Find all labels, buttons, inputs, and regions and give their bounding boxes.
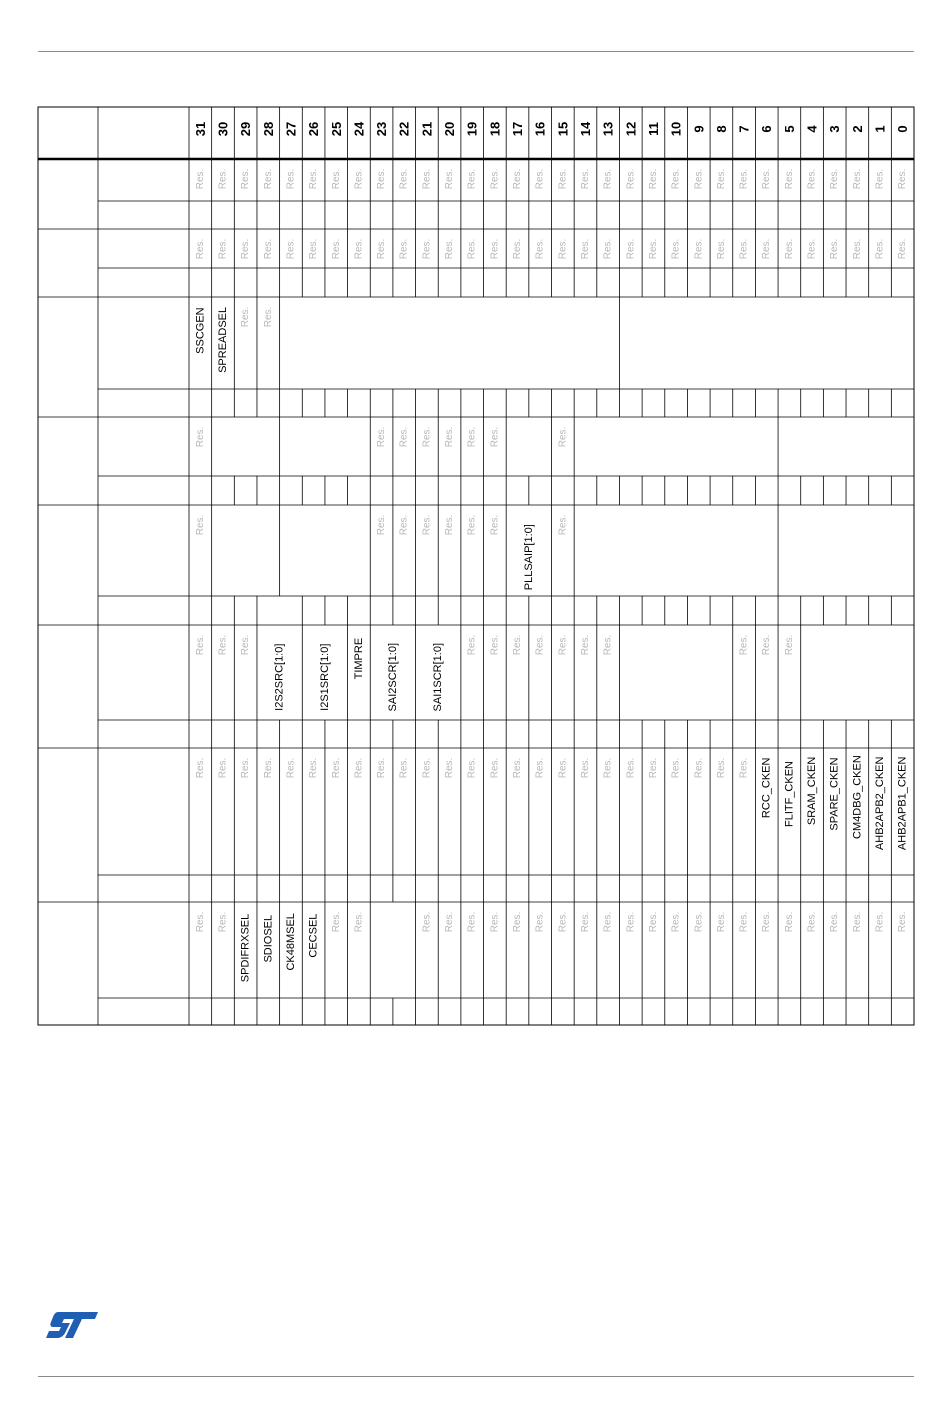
reserved-field: Res. bbox=[466, 238, 478, 260]
reserved-field: Res. bbox=[738, 634, 750, 656]
reserved-field: Res. bbox=[240, 306, 252, 328]
reserved-field: Res. bbox=[738, 757, 750, 779]
field-label: SAI2SCR[1:0] bbox=[386, 642, 399, 712]
bit-number: 9 bbox=[691, 125, 707, 133]
reserved-field: Res. bbox=[783, 238, 795, 260]
reserved-field: Res. bbox=[444, 426, 456, 448]
reserved-field: Res. bbox=[262, 306, 274, 328]
reserved-field: Res. bbox=[783, 634, 795, 656]
reserved-field: Res. bbox=[421, 168, 433, 190]
reserved-field: Res. bbox=[398, 757, 410, 779]
reserved-field: Res. bbox=[240, 757, 252, 779]
field-label: SDIOSEL bbox=[262, 914, 275, 963]
reserved-field: Res. bbox=[466, 426, 478, 448]
bit-number: 20 bbox=[442, 121, 458, 137]
bit-number: 8 bbox=[713, 125, 729, 133]
reserved-field: Res. bbox=[579, 757, 591, 779]
bit-number: 17 bbox=[510, 121, 526, 137]
reserved-field: Res. bbox=[217, 757, 229, 779]
reserved-field: Res. bbox=[602, 238, 614, 260]
reserved-field: Res. bbox=[557, 168, 569, 190]
reserved-field: Res. bbox=[285, 238, 297, 260]
reserved-field: Res. bbox=[647, 168, 659, 190]
field-label: AHB2APB1_CKEN bbox=[896, 756, 909, 851]
reserved-field: Res. bbox=[851, 238, 863, 260]
reserved-field: Res. bbox=[194, 168, 206, 190]
reserved-field: Res. bbox=[738, 911, 750, 933]
bit-number: 13 bbox=[600, 121, 616, 137]
reserved-field: Res. bbox=[308, 238, 320, 260]
reserved-field: Res. bbox=[693, 238, 705, 260]
reserved-field: Res. bbox=[217, 238, 229, 260]
reserved-field: Res. bbox=[602, 911, 614, 933]
reserved-field: Res. bbox=[489, 238, 501, 260]
reserved-field: Res. bbox=[217, 168, 229, 190]
reserved-field: Res. bbox=[489, 757, 501, 779]
field-label: SSCGEN bbox=[194, 307, 207, 354]
reserved-field: Res. bbox=[262, 238, 274, 260]
reserved-field: Res. bbox=[897, 911, 909, 933]
reserved-field: Res. bbox=[262, 168, 274, 190]
reserved-field: Res. bbox=[444, 168, 456, 190]
reserved-field: Res. bbox=[534, 634, 546, 656]
reserved-field: Res. bbox=[602, 634, 614, 656]
reserved-field: Res. bbox=[353, 168, 365, 190]
reserved-field: Res. bbox=[466, 757, 478, 779]
bit-number: 3 bbox=[827, 125, 843, 133]
reserved-field: Res. bbox=[647, 911, 659, 933]
reserved-field: Res. bbox=[534, 168, 546, 190]
reserved-field: Res. bbox=[761, 634, 773, 656]
reserved-field: Res. bbox=[466, 911, 478, 933]
reserved-field: Res. bbox=[647, 238, 659, 260]
reserved-field: Res. bbox=[851, 911, 863, 933]
reserved-field: Res. bbox=[376, 757, 388, 779]
reserved-field: Res. bbox=[421, 426, 433, 448]
reserved-field: Res. bbox=[489, 634, 501, 656]
reserved-field: Res. bbox=[194, 634, 206, 656]
reserved-field: Res. bbox=[851, 168, 863, 190]
reserved-field: Res. bbox=[489, 426, 501, 448]
reserved-field: Res. bbox=[625, 238, 637, 260]
reserved-field: Res. bbox=[829, 238, 841, 260]
bit-number: 10 bbox=[668, 121, 684, 137]
reserved-field: Res. bbox=[715, 168, 727, 190]
reserved-field: Res. bbox=[738, 238, 750, 260]
st-logo-icon bbox=[44, 1310, 100, 1340]
reserved-field: Res. bbox=[783, 911, 795, 933]
reserved-field: Res. bbox=[783, 168, 795, 190]
reserved-field: Res. bbox=[602, 168, 614, 190]
bit-number: 12 bbox=[623, 121, 639, 137]
reserved-field: Res. bbox=[466, 634, 478, 656]
reserved-field: Res. bbox=[625, 757, 637, 779]
reserved-field: Res. bbox=[194, 238, 206, 260]
reserved-field: Res. bbox=[466, 514, 478, 536]
reserved-field: Res. bbox=[512, 238, 524, 260]
bit-number: 21 bbox=[419, 121, 435, 137]
reserved-field: Res. bbox=[557, 426, 569, 448]
reserved-field: Res. bbox=[670, 757, 682, 779]
bit-number: 30 bbox=[215, 121, 231, 137]
reserved-field: Res. bbox=[444, 911, 456, 933]
bit-number: 7 bbox=[736, 125, 752, 133]
reserved-field: Res. bbox=[398, 514, 410, 536]
reserved-field: Res. bbox=[466, 168, 478, 190]
reserved-field: Res. bbox=[376, 238, 388, 260]
reserved-field: Res. bbox=[557, 634, 569, 656]
reserved-field: Res. bbox=[444, 238, 456, 260]
reserved-field: Res. bbox=[421, 911, 433, 933]
reserved-field: Res. bbox=[285, 757, 297, 779]
reserved-field: Res. bbox=[240, 168, 252, 190]
reserved-field: Res. bbox=[353, 238, 365, 260]
reserved-field: Res. bbox=[693, 911, 705, 933]
reserved-field: Res. bbox=[398, 168, 410, 190]
reserved-field: Res. bbox=[579, 911, 591, 933]
bit-number: 27 bbox=[283, 121, 299, 137]
reserved-field: Res. bbox=[489, 514, 501, 536]
reserved-field: Res. bbox=[330, 911, 342, 933]
reserved-field: Res. bbox=[715, 911, 727, 933]
reserved-field: Res. bbox=[421, 514, 433, 536]
reserved-field: Res. bbox=[670, 238, 682, 260]
field-label: TIMPRE bbox=[352, 637, 365, 680]
field-label: CM4DBG_CKEN bbox=[851, 755, 864, 839]
reserved-field: Res. bbox=[240, 238, 252, 260]
reserved-field: Res. bbox=[308, 168, 320, 190]
bit-number: 26 bbox=[306, 121, 322, 137]
field-label: FLITF_CKEN bbox=[783, 760, 796, 828]
reserved-field: Res. bbox=[670, 911, 682, 933]
reserved-field: Res. bbox=[217, 634, 229, 656]
bit-number: 24 bbox=[351, 121, 367, 137]
reserved-field: Res. bbox=[376, 168, 388, 190]
reserved-field: Res. bbox=[489, 911, 501, 933]
reserved-field: Res. bbox=[625, 168, 637, 190]
reserved-field: Res. bbox=[625, 911, 637, 933]
reserved-field: Res. bbox=[874, 238, 886, 260]
reserved-field: Res. bbox=[262, 757, 274, 779]
field-label: SPARE_CKEN bbox=[828, 757, 841, 831]
reserved-field: Res. bbox=[240, 634, 252, 656]
reserved-field: Res. bbox=[489, 168, 501, 190]
reserved-field: Res. bbox=[761, 238, 773, 260]
bit-number: 0 bbox=[895, 125, 911, 133]
bit-number: 16 bbox=[532, 121, 548, 137]
bit-number: 5 bbox=[781, 125, 797, 133]
reserved-field: Res. bbox=[194, 426, 206, 448]
reserved-field: Res. bbox=[579, 634, 591, 656]
field-label: CECSEL bbox=[307, 913, 320, 958]
bit-number: 18 bbox=[487, 121, 503, 137]
bit-number: 29 bbox=[238, 121, 254, 137]
reserved-field: Res. bbox=[647, 757, 659, 779]
reserved-field: Res. bbox=[579, 168, 591, 190]
reserved-field: Res. bbox=[534, 757, 546, 779]
field-label: RCC_CKEN bbox=[760, 757, 773, 819]
reserved-field: Res. bbox=[534, 238, 546, 260]
reserved-field: Res. bbox=[308, 757, 320, 779]
bit-number: 23 bbox=[374, 121, 390, 137]
bit-number: 1 bbox=[872, 125, 888, 133]
reserved-field: Res. bbox=[285, 168, 297, 190]
field-label: SAI1SCR[1:0] bbox=[432, 642, 445, 712]
field-label: CK48MSEL bbox=[284, 913, 297, 971]
reserved-field: Res. bbox=[897, 168, 909, 190]
reserved-field: Res. bbox=[670, 168, 682, 190]
reserved-field: Res. bbox=[738, 168, 750, 190]
reserved-field: Res. bbox=[579, 238, 591, 260]
bit-number: 31 bbox=[192, 121, 208, 137]
reserved-field: Res. bbox=[512, 168, 524, 190]
reserved-field: Res. bbox=[330, 238, 342, 260]
bit-number: 15 bbox=[555, 121, 571, 137]
field-label: SPREADSEL bbox=[216, 306, 229, 373]
field-label: I2S1SRC[1:0] bbox=[318, 643, 331, 711]
reserved-field: Res. bbox=[398, 426, 410, 448]
field-label: I2S2SRC[1:0] bbox=[273, 643, 286, 711]
reserved-field: Res. bbox=[829, 168, 841, 190]
reserved-field: Res. bbox=[398, 238, 410, 260]
field-label: AHB2APB2_CKEN bbox=[874, 756, 887, 851]
bit-number: 22 bbox=[396, 121, 412, 137]
reserved-field: Res. bbox=[557, 911, 569, 933]
reserved-field: Res. bbox=[353, 757, 365, 779]
reserved-field: Res. bbox=[444, 514, 456, 536]
field-label: SPDIFRXSEL bbox=[239, 913, 252, 983]
field-label: SRAM_CKEN bbox=[806, 756, 819, 826]
reserved-field: Res. bbox=[557, 757, 569, 779]
reserved-field: Res. bbox=[693, 168, 705, 190]
reserved-field: Res. bbox=[376, 514, 388, 536]
reserved-field: Res. bbox=[194, 514, 206, 536]
reserved-field: Res. bbox=[761, 911, 773, 933]
reserved-field: Res. bbox=[557, 514, 569, 536]
bit-number: 6 bbox=[759, 125, 775, 133]
field-label: PLLSAIP[1:0] bbox=[522, 524, 535, 591]
reserved-field: Res. bbox=[512, 757, 524, 779]
reserved-field: Res. bbox=[829, 911, 841, 933]
bit-number: 4 bbox=[804, 125, 820, 133]
reserved-field: Res. bbox=[421, 757, 433, 779]
bit-number: 14 bbox=[577, 121, 593, 137]
reserved-field: Res. bbox=[806, 168, 818, 190]
bit-number: 25 bbox=[328, 121, 344, 137]
reserved-field: Res. bbox=[557, 238, 569, 260]
reserved-field: Res. bbox=[761, 168, 773, 190]
reserved-field: Res. bbox=[194, 757, 206, 779]
reserved-field: Res. bbox=[874, 911, 886, 933]
reserved-field: Res. bbox=[353, 911, 365, 933]
reserved-field: Res. bbox=[512, 911, 524, 933]
reserved-field: Res. bbox=[330, 757, 342, 779]
bit-number: 2 bbox=[849, 125, 865, 133]
reserved-field: Res. bbox=[512, 634, 524, 656]
reserved-field: Res. bbox=[330, 168, 342, 190]
reserved-field: Res. bbox=[693, 757, 705, 779]
reserved-field: Res. bbox=[715, 238, 727, 260]
reserved-field: Res. bbox=[421, 238, 433, 260]
reserved-field: Res. bbox=[897, 238, 909, 260]
bit-number: 19 bbox=[464, 121, 480, 137]
bit-number: 11 bbox=[645, 122, 661, 136]
reserved-field: Res. bbox=[376, 426, 388, 448]
reserved-field: Res. bbox=[194, 911, 206, 933]
reserved-field: Res. bbox=[715, 757, 727, 779]
reserved-field: Res. bbox=[874, 168, 886, 190]
reserved-field: Res. bbox=[217, 911, 229, 933]
bit-number: 28 bbox=[260, 121, 276, 137]
reserved-field: Res. bbox=[806, 238, 818, 260]
reserved-field: Res. bbox=[602, 757, 614, 779]
reserved-field: Res. bbox=[534, 911, 546, 933]
reserved-field: Res. bbox=[444, 757, 456, 779]
reserved-field: Res. bbox=[806, 911, 818, 933]
